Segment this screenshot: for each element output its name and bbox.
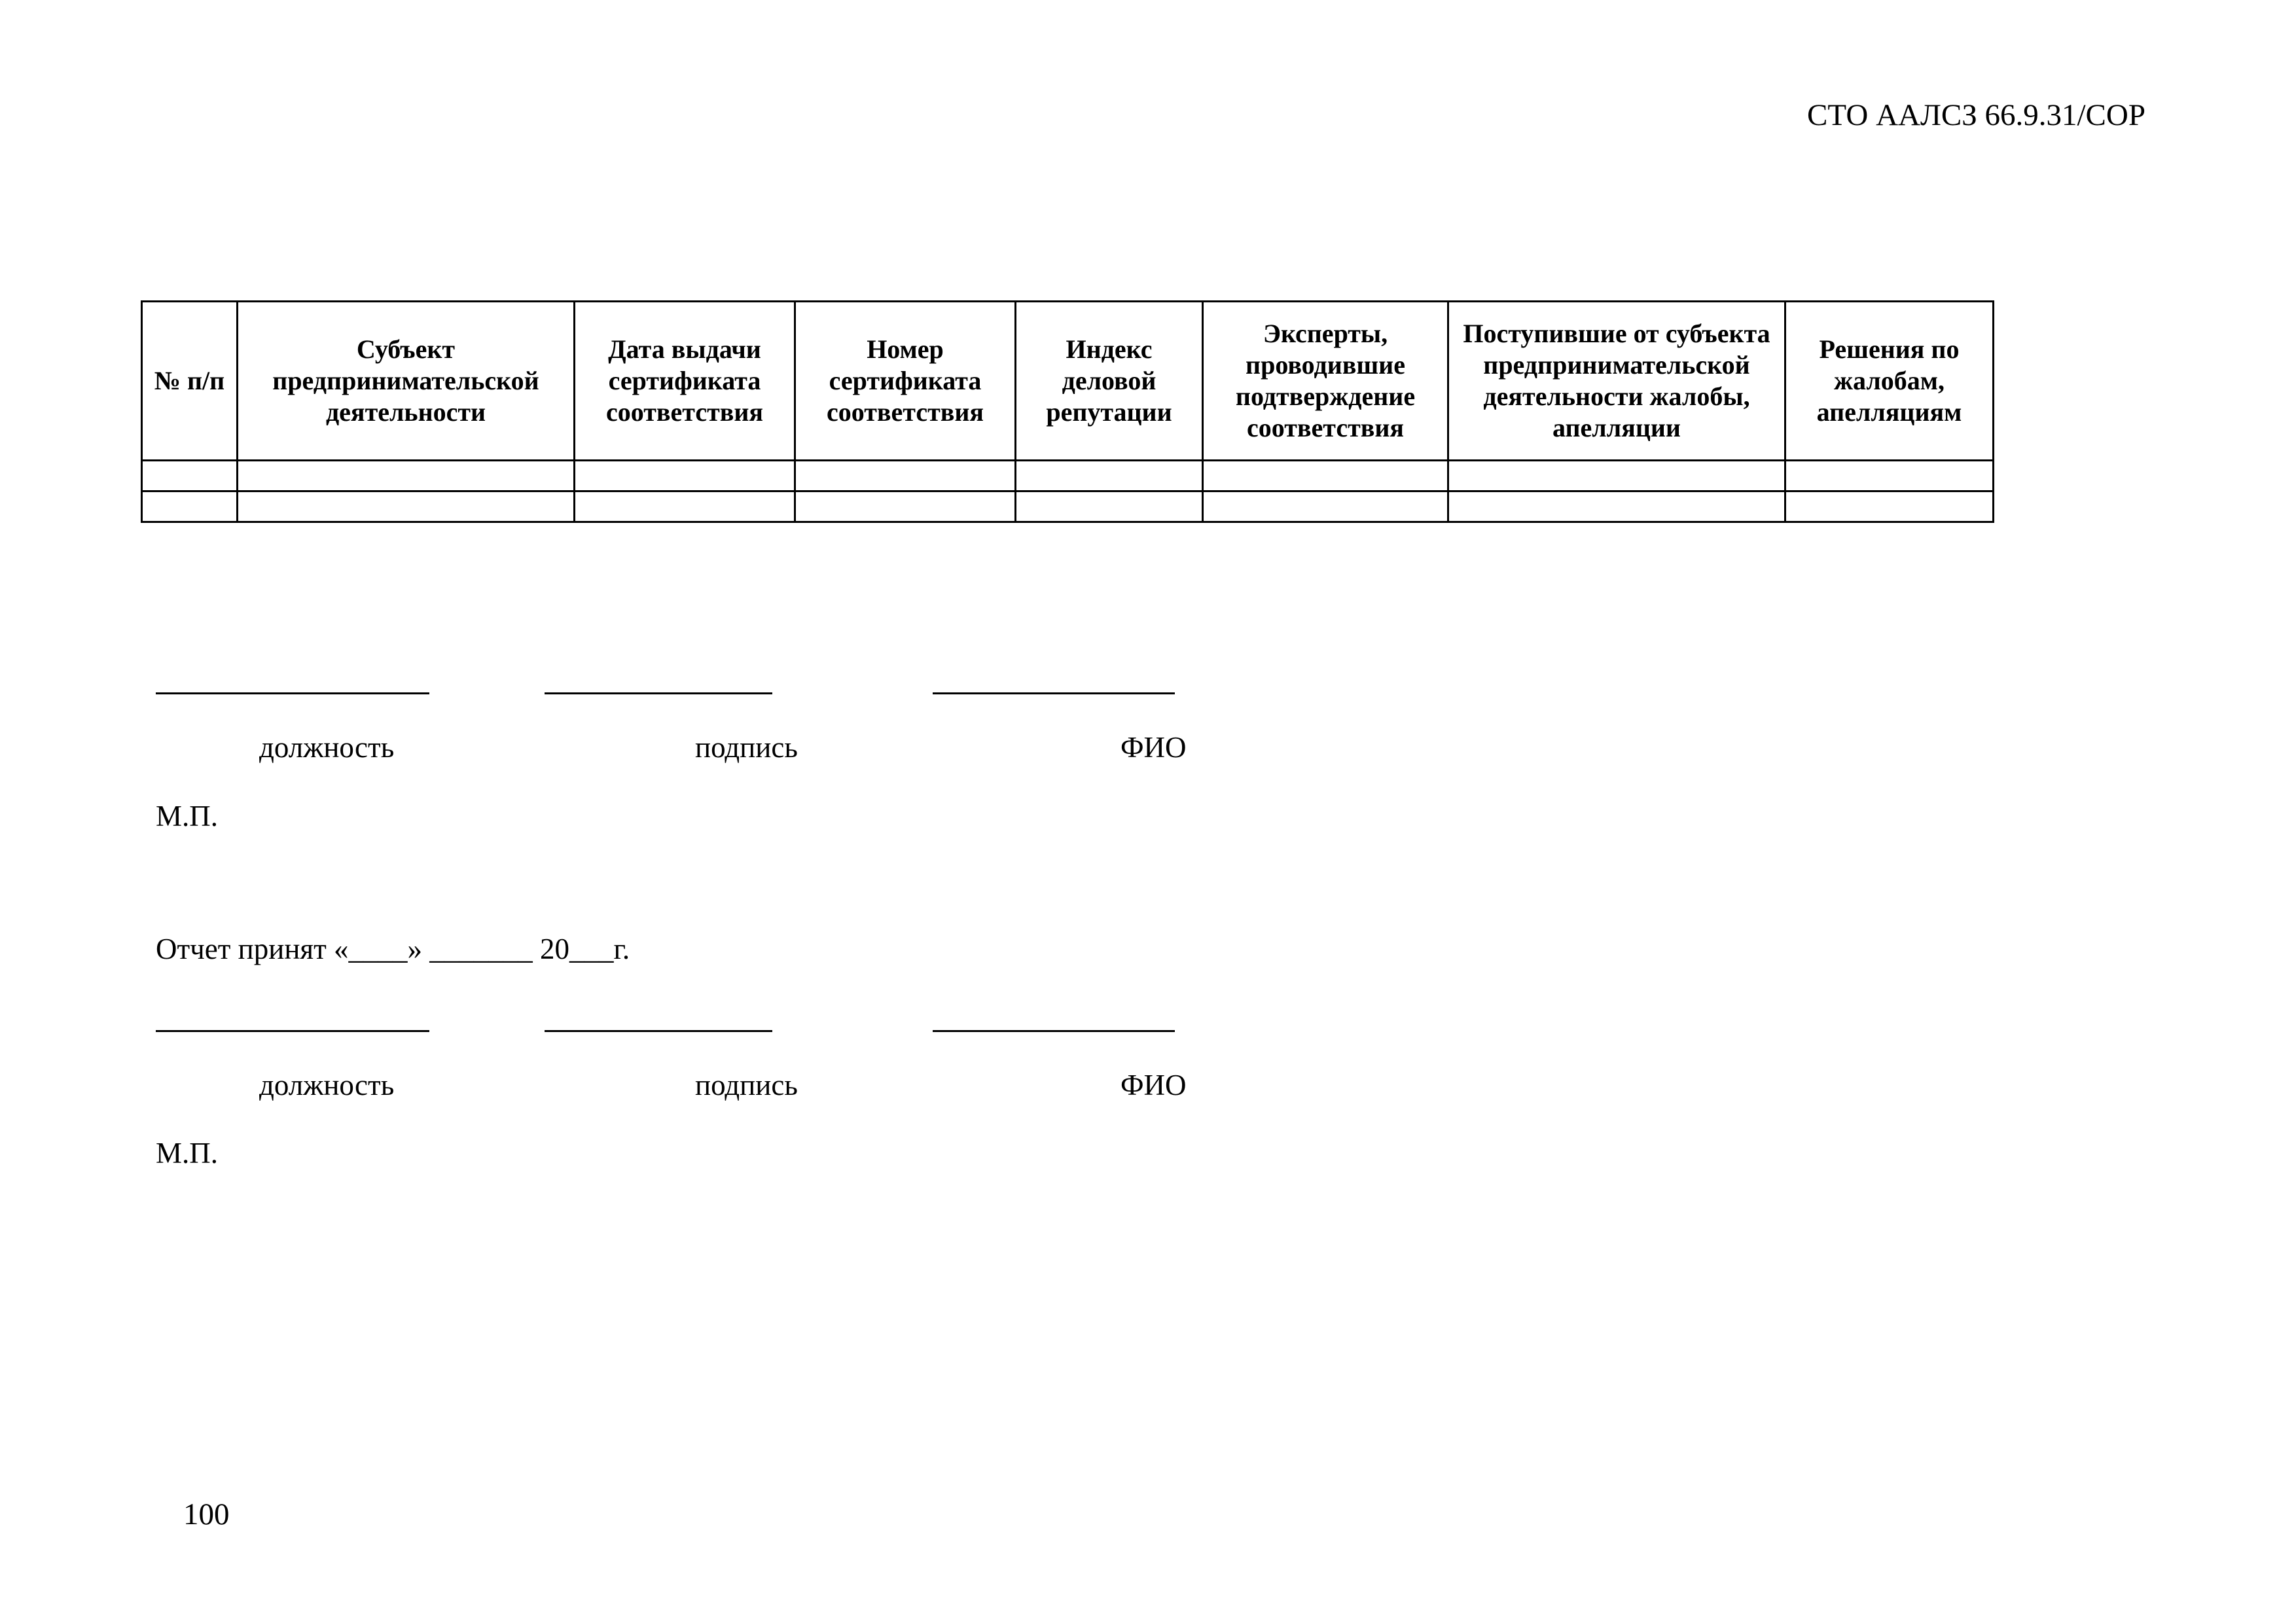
- table-cell: [1203, 461, 1448, 491]
- name-line: [933, 692, 1175, 694]
- column-header-reputation-index: Индекс деловой репутации: [1016, 302, 1203, 461]
- signature-caption: подпись: [695, 731, 798, 764]
- column-header-complaints: Поступившие от субъекта предпринимательской деятельности жалобы, апелляции: [1448, 302, 1785, 461]
- name-line: [933, 1030, 1175, 1032]
- table-cell: [575, 491, 795, 522]
- table-cell: [238, 461, 575, 491]
- stamp-mark: М.П.: [156, 1137, 219, 1169]
- table-cell: [795, 461, 1016, 491]
- column-header-certificate-number: Номер сертификата соответствия: [795, 302, 1016, 461]
- column-header-number: № п/п: [142, 302, 238, 461]
- report-table: [141, 300, 1994, 523]
- table-row: [142, 461, 1994, 491]
- signature-line: [545, 692, 772, 694]
- table-cell: [142, 461, 238, 491]
- column-header-subject: Субъект предпринимательской деятельности: [238, 302, 575, 461]
- page-number: 100: [183, 1497, 230, 1531]
- table-cell: [238, 491, 575, 522]
- table-row: [142, 491, 1994, 522]
- table-cell: [575, 461, 795, 491]
- table-cell: [1785, 461, 1994, 491]
- column-header-issue-date: Дата выдачи сертификата соответствия: [575, 302, 795, 461]
- table-cell: [1448, 491, 1785, 522]
- signature-caption: подпись: [695, 1069, 798, 1101]
- report-accepted-line: Отчет принят «____» _______ 20___г.: [156, 933, 630, 965]
- table-cell: [795, 491, 1016, 522]
- table-header-row: [142, 302, 1994, 461]
- table-cell: [1016, 491, 1203, 522]
- table-cell: [1448, 461, 1785, 491]
- position-caption: должность: [259, 1069, 395, 1101]
- table-cell: [1785, 491, 1994, 522]
- position-line: [156, 692, 429, 694]
- name-caption: ФИО: [1121, 731, 1187, 764]
- table-cell: [142, 491, 238, 522]
- signature-line: [545, 1030, 772, 1032]
- column-header-decisions: Решения по жалобам, апелляциям: [1785, 302, 1994, 461]
- table-cell: [1203, 491, 1448, 522]
- column-header-experts: Эксперты, проводившие подтверждение соответствия: [1203, 302, 1448, 461]
- position-caption: должность: [259, 731, 395, 764]
- position-line: [156, 1030, 429, 1032]
- document-code: СТО ААЛСЗ 66.9.31/СОР: [1806, 98, 2145, 132]
- name-caption: ФИО: [1121, 1069, 1187, 1101]
- table-cell: [1016, 461, 1203, 491]
- stamp-mark: М.П.: [156, 800, 219, 832]
